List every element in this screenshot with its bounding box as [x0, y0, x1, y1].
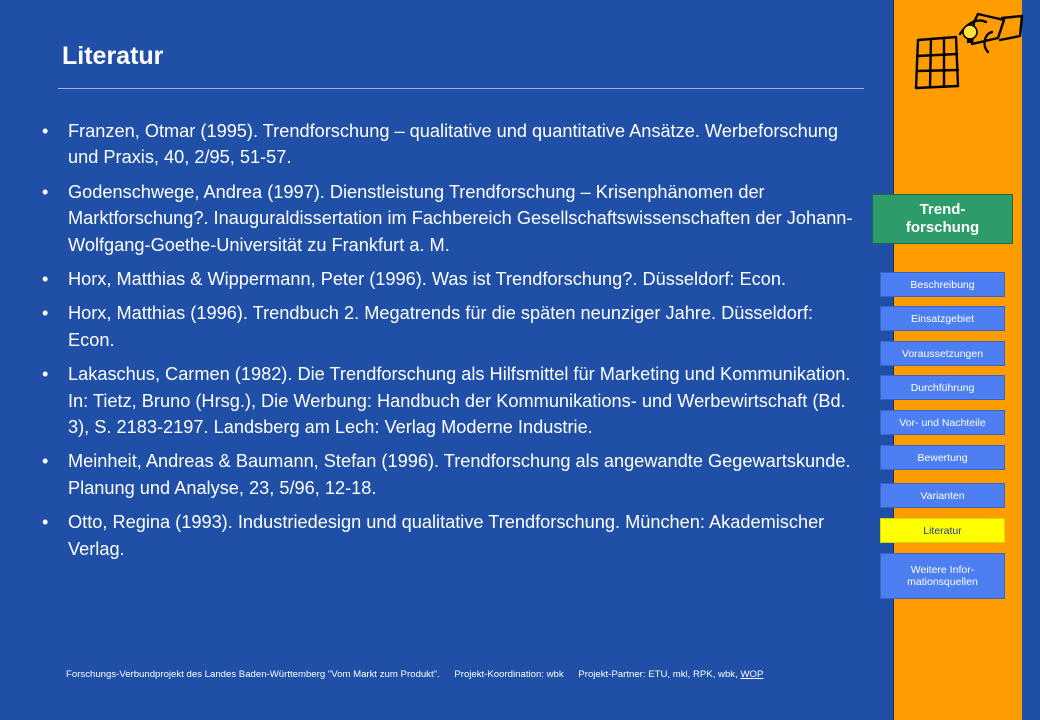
- section-label-line2: forschung: [905, 219, 980, 236]
- reference-text: Godenschwege, Andrea (1997). Dienstleistung Trendforschung – Krisenphänomen der Marktforschung?. Inauguraldissertation im Fachbereich Gesellschaftswissenschaften der Johann-Wolfgang-Goethe-Universität zu Frankfurt a. M.: [68, 181, 853, 255]
- reference-list: [42, 118, 860, 570]
- bullet-marker: •: [42, 269, 49, 290]
- reference-item: [42, 118, 860, 171]
- reference-text: Horx, Matthias (1996). Trendbuch 2. Megatrends für die späten neunziger Jahre. Düsseldorf: Econ.: [68, 303, 814, 350]
- footer-project: Forschungs-Verbundprojekt des Landes Baden-Württemberg "Vom Markt zum Produkt".: [66, 669, 440, 680]
- reference-text: Lakaschus, Carmen (1982). Die Trendforschung als Hilfsmittel für Marketing und Kommunikation. In: Tietz, Bruno (Hrsg.), Die Werbung: Handbuch der Kommunikations- und Werbewirtschaft (Bd. 3), S. 2183-2197. Landsberg am Lech: Verlag Moderne Industrie.: [68, 364, 851, 438]
- reference-item: [42, 300, 860, 353]
- nav-bewertung[interactable]: Bewertung: [880, 445, 1005, 470]
- reference-text: Otto, Regina (1993). Industriedesign und qualitative Trendforschung. München: Akademischer Verlag.: [68, 512, 825, 559]
- title-divider: [58, 88, 864, 89]
- bullet-marker: •: [42, 181, 49, 202]
- nav-durchfuehrung[interactable]: Durchführung: [880, 375, 1005, 400]
- reference-item: [42, 266, 860, 292]
- bullet-marker: •: [42, 303, 49, 324]
- footer-partners: Projekt-Partner: ETU, mkl, RPK, wbk,: [578, 669, 738, 680]
- reference-text: Horx, Matthias & Wippermann, Peter (1996). Was ist Trendforschung?. Düsseldorf: Econ.: [68, 269, 787, 290]
- bullet-marker: •: [42, 364, 49, 385]
- section-label-line1: Trend-: [919, 201, 966, 218]
- footer-coordination: Projekt-Koordination: wbk: [454, 669, 564, 680]
- nav-literatur[interactable]: Literatur: [880, 518, 1005, 543]
- reference-item: [42, 448, 860, 501]
- nav-varianten[interactable]: Varianten: [880, 483, 1005, 508]
- nav-vor-und-nachteile[interactable]: Vor- und Nachteile: [880, 410, 1005, 435]
- nav-weitere-informationsquellen[interactable]: [880, 553, 1005, 599]
- bullet-marker: •: [42, 121, 49, 141]
- footer-link-wop[interactable]: WOP: [740, 669, 764, 680]
- footer: [66, 669, 866, 680]
- reference-text: Meinheit, Andreas & Baumann, Stefan (1996). Trendforschung als angewandte Gegewartskunde. Planung und Analyse, 23, 5/96, 12-18.: [68, 451, 851, 498]
- section-label-trendforschung: [872, 194, 1013, 244]
- nav-beschreibung[interactable]: Beschreibung: [880, 272, 1005, 297]
- nav-voraussetzungen[interactable]: Voraussetzungen: [880, 341, 1005, 366]
- nav-einsatzgebiet[interactable]: Einsatzgebiet: [880, 306, 1005, 331]
- bullet-marker: •: [42, 512, 49, 533]
- reference-item: [42, 509, 860, 562]
- nav-weitere-line2: mationsquellen: [907, 576, 978, 588]
- right-stripe: [1022, 0, 1040, 720]
- bullet-marker: •: [42, 451, 49, 472]
- grid-lightbulb-logo-icon: [912, 10, 1028, 98]
- reference-item: [42, 361, 860, 440]
- page-title: Literatur: [62, 42, 164, 70]
- reference-item: [42, 179, 860, 258]
- reference-text: Franzen, Otmar (1995). Trendforschung – qualitative und quantitative Ansätze. Werbeforschung und Praxis, 40, 2/95, 51-57.: [68, 121, 839, 168]
- nav-weitere-line1: Weitere Infor-: [910, 564, 975, 576]
